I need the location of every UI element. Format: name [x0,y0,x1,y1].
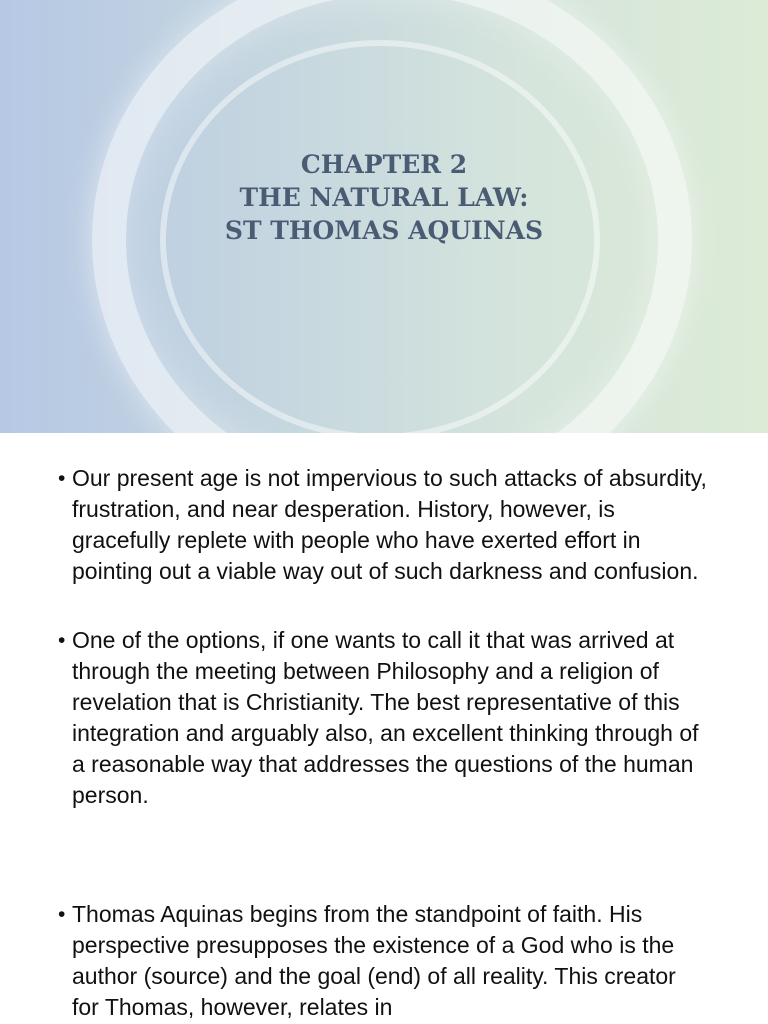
chapter-subject: ST THOMAS AQUINAS [224,216,544,245]
bullet-dot: • [58,629,66,652]
chapter-number: CHAPTER 2 [300,150,468,179]
bullet-text: Our present age is not impervious to such attacks of absurdity, frustration, and near desperation. History, however, is gracefully replete with people who have exerted effort in pointing out a viable way out of such darkness and confusion. [72,465,707,584]
bullet-dot: • [58,903,66,926]
content-slide [0,433,768,1024]
bullet-dot: • [58,467,66,490]
title-slide [0,0,768,433]
chapter-title [0,148,768,247]
bullet-text: One of the options, if one wants to call it that was arrived at through the meeting between Philosophy and a religion of revelation that is Christianity. The best representative of this integration and arguably also, an excellent thinking through of a reasonable way that addresses the questions of the human person. [72,627,699,808]
chapter-heading: THE NATURAL LAW: [239,183,529,212]
bullet-text: Thomas Aquinas begins from the standpoint of faith. His perspective presupposes the existence of a God who is the author (source) and the goal (end) of all reality. This creator for Thomas, however, relates in [72,901,676,1020]
bullet-item [58,463,708,587]
bullet-item [58,899,708,1023]
bullet-item [58,625,708,811]
